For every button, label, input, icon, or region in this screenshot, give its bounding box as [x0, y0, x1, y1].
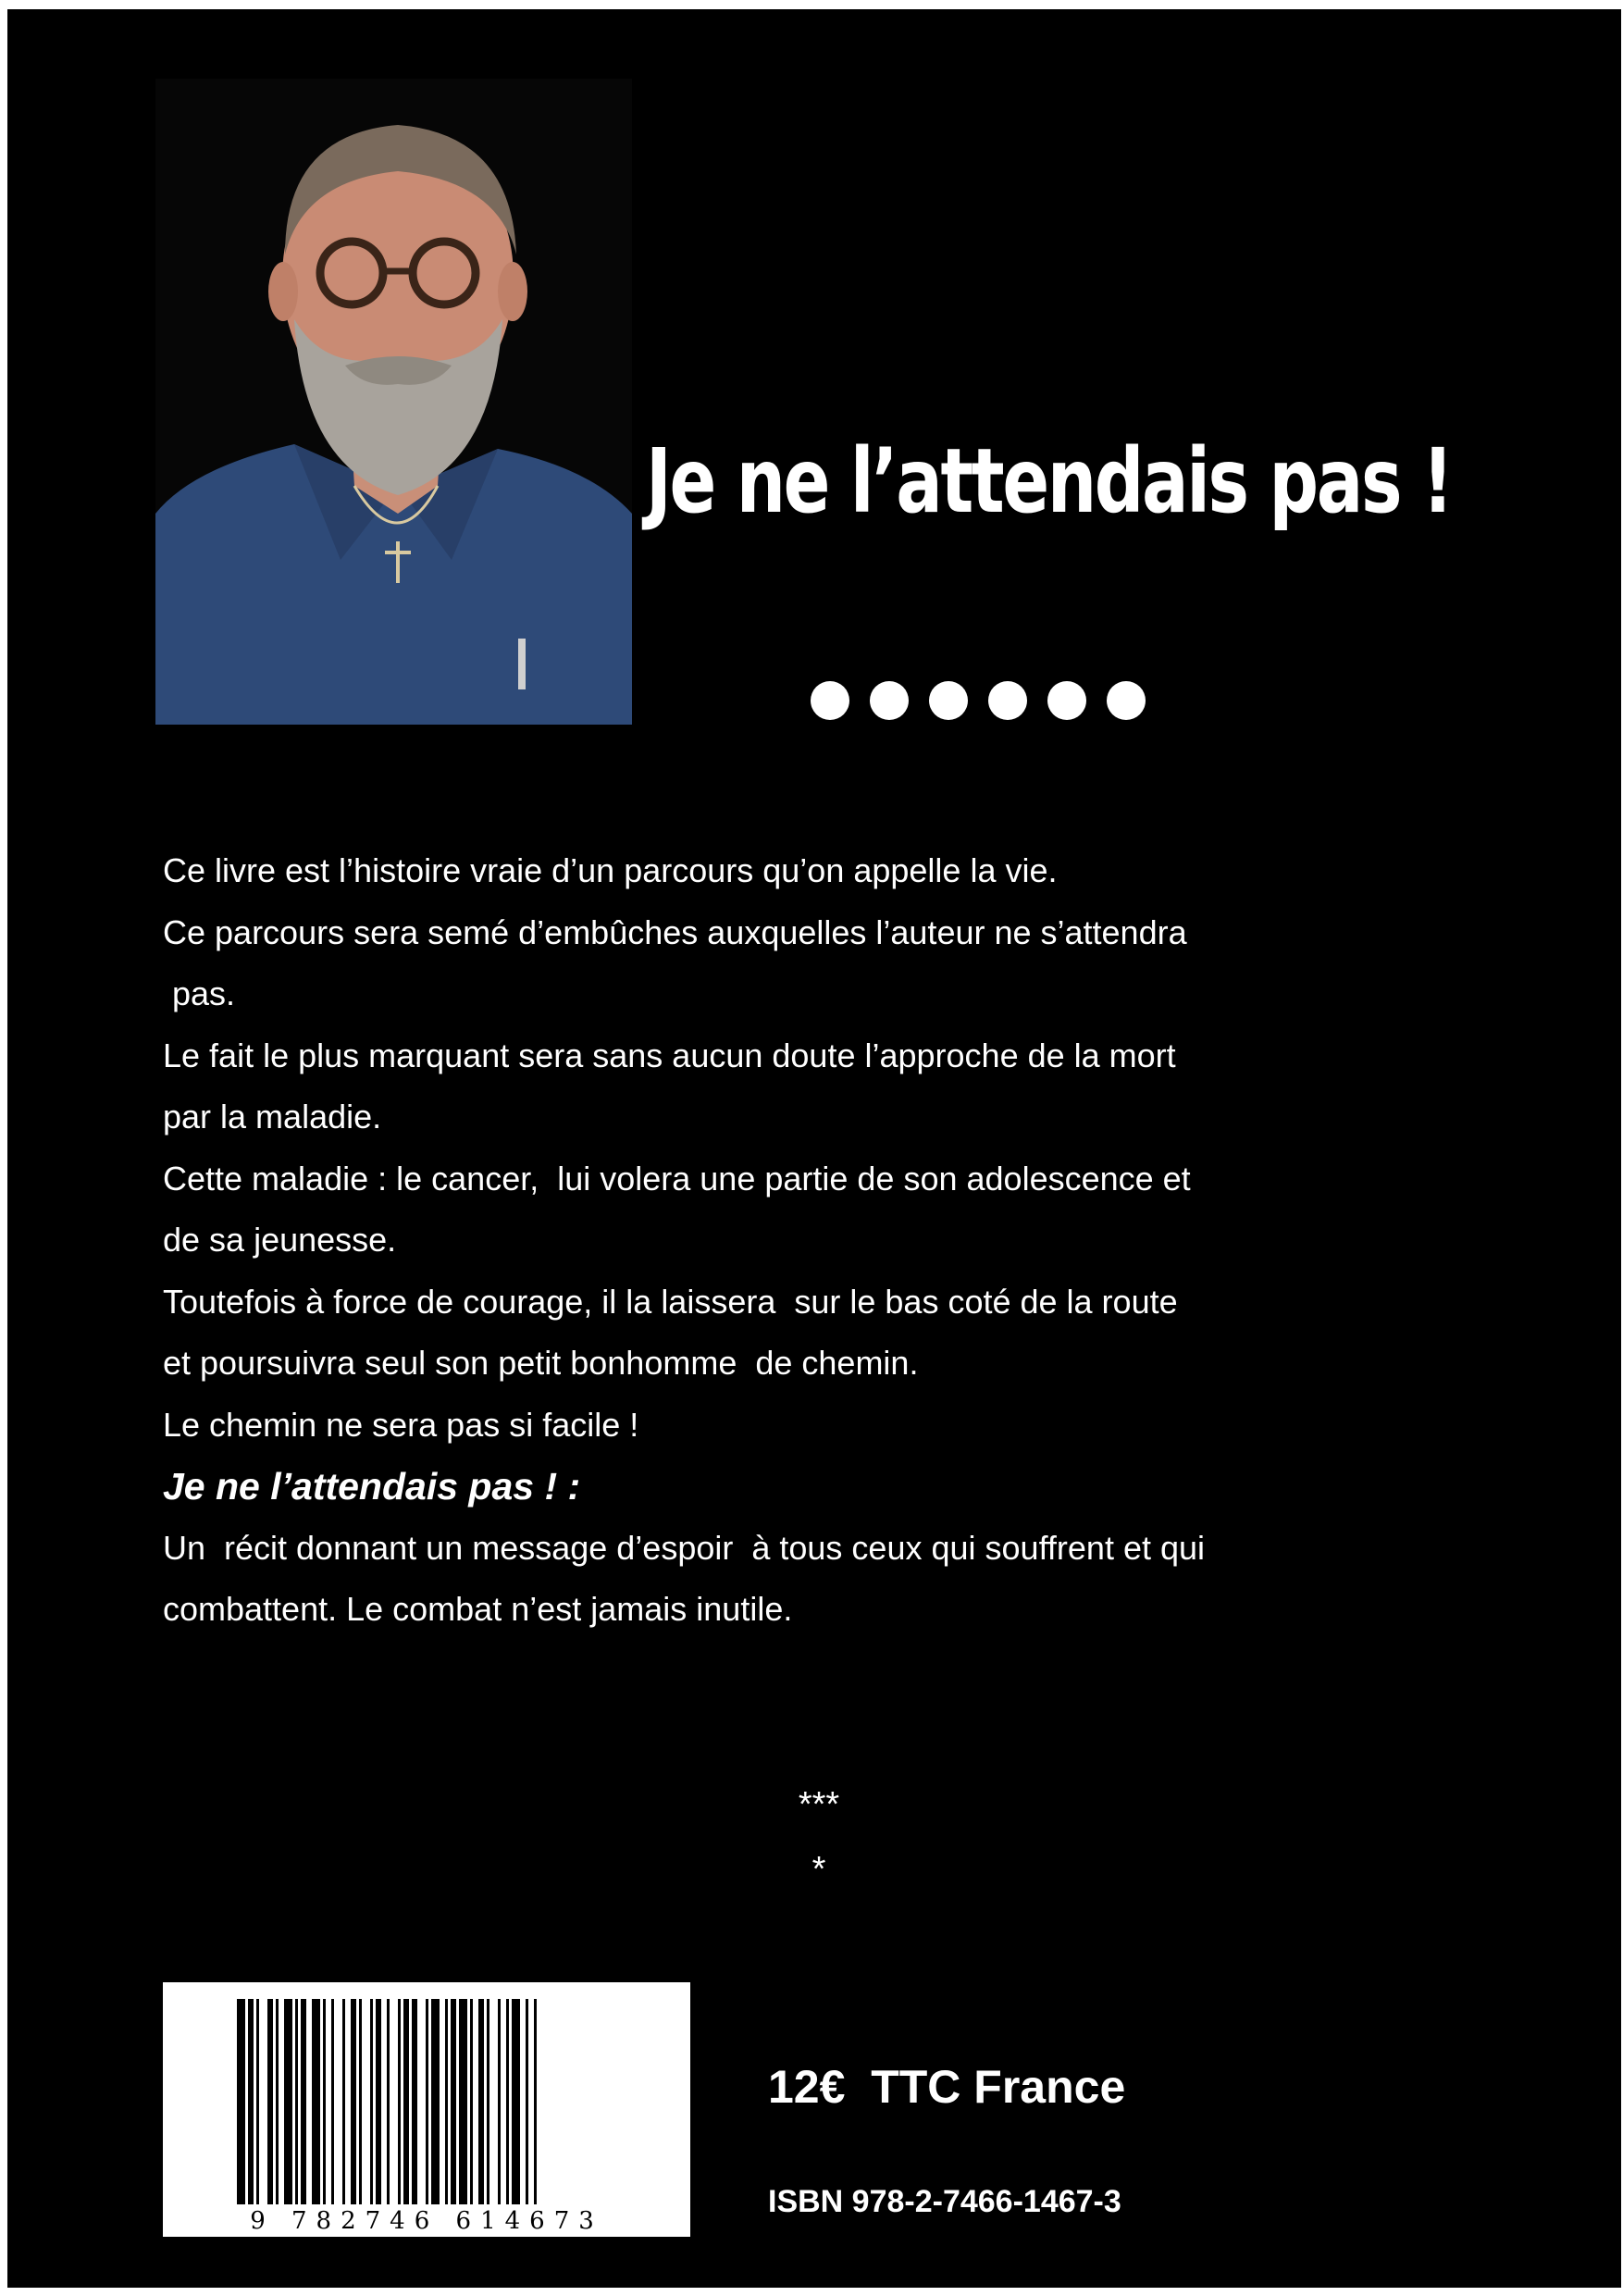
description-line: Un récit donnant un message d’espoir à tous ceux qui souffrent et qui — [163, 1528, 1206, 1567]
dot-ornament — [811, 681, 1146, 720]
barcode-digits: 9 782746 614673 — [250, 2207, 603, 2235]
description-line: et poursuivra seul son petit bonhomme de chemin. — [163, 1344, 919, 1382]
description-line: Le fait le plus marquant sera sans aucun doute l’approche de la mort — [163, 1036, 1176, 1074]
book-title: Je ne l’attendais pas ! — [646, 429, 1452, 533]
isbn-barcode — [163, 1982, 690, 2237]
ornament-dot — [811, 681, 849, 720]
asterisk-line: *** — [798, 1785, 840, 1824]
isbn-label: ISBN 978-2-7466-1467-3 — [768, 2184, 1121, 2219]
ornament-dot — [870, 681, 909, 720]
asterisk-ornament — [7, 1772, 1623, 1902]
description-line: Cette maladie : le cancer, lui volera une partie de son adolescence et — [163, 1159, 1191, 1198]
description-line: Le chemin ne sera pas si facile ! — [163, 1405, 639, 1444]
description-line: Ce livre est l’histoire vraie d’un parcours qu’on appelle la vie. — [163, 851, 1058, 889]
book-description — [163, 840, 1477, 1641]
description-line: combattent. Le combat n’est jamais inutile. — [163, 1590, 793, 1628]
asterisk-line: * — [812, 1850, 826, 1889]
emphasized-title-line: Je ne l’attendais pas ! : — [163, 1465, 581, 1508]
description-line: Ce parcours sera semé d’embûches auxquelles l’auteur ne s’attendra — [163, 912, 1187, 951]
description-line: Toutefois à force de courage, il la laissera sur le bas coté de la route — [163, 1282, 1178, 1321]
ornament-dot — [1047, 681, 1086, 720]
author-photo — [155, 79, 632, 725]
back-cover — [7, 9, 1621, 2288]
description-line: par la maladie. — [163, 1098, 382, 1136]
description-line: pas. — [163, 974, 236, 1012]
description-line: de sa jeunesse. — [163, 1221, 397, 1259]
price-label: 12€ TTC France — [768, 2061, 1126, 2113]
ornament-dot — [929, 681, 968, 720]
ornament-dot — [1107, 681, 1146, 720]
ornament-dot — [988, 681, 1027, 720]
